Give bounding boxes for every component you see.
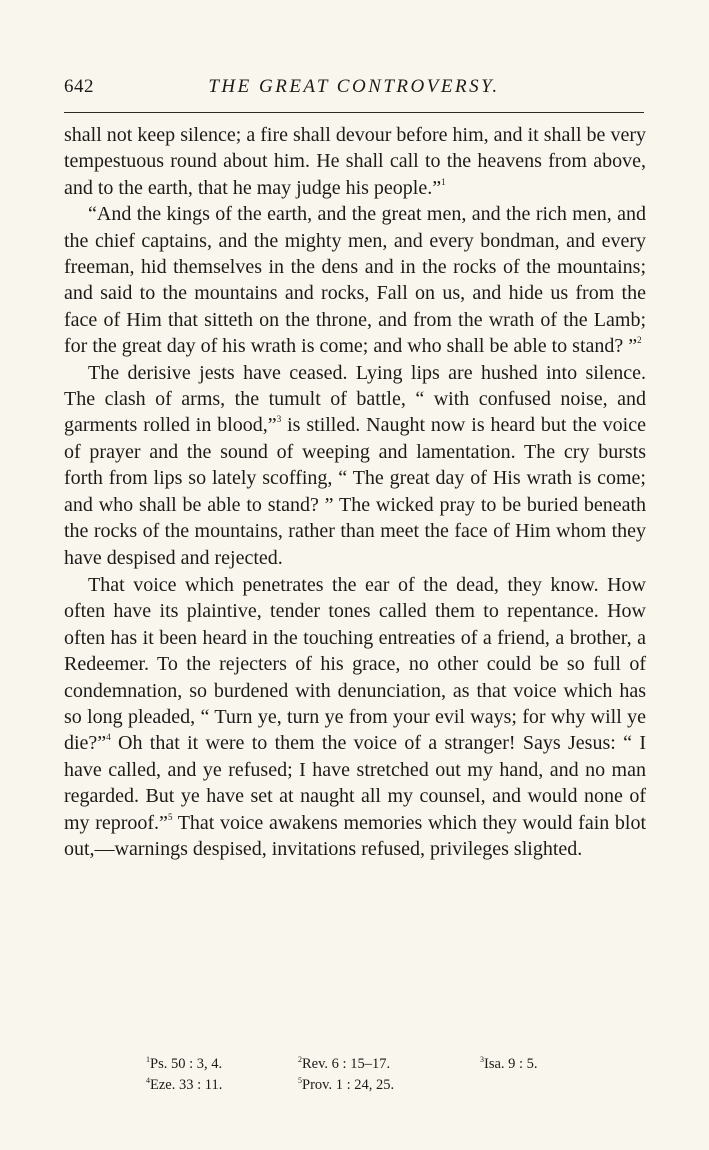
paragraph-text: The derisive jests have ceased. Lying lips are hushed into silence. The clash of arms, the tumult of battle, “ with confused noise, and garments rolled in blood,” xyxy=(64,361,646,437)
footnote-marker: 5 xyxy=(167,811,173,822)
paragraph-text: That voice awakens memories which they would fain blot out,—warnings despised, invitations refused, privileges slighted. xyxy=(64,811,647,860)
footnote-reference: Isa. 9 : 5. xyxy=(484,1056,538,1072)
paragraph-text: “And the kings of the earth, and the great men, and the rich men, and the chief captains, and the mighty men, and every bondman, and every freeman, hid themselves in the dens and in the rocks of the mountains; and said to the mountains and rocks, Fall on us, and hide us from the face of Him that sitteth on the throne, and from the wrath of the Lamb; for the great day of his wrath is come; and who shall be able to stand? ” xyxy=(64,203,646,358)
paragraph xyxy=(64,201,646,359)
footnote-marker: 2 xyxy=(637,335,642,346)
footnote-number: 3 xyxy=(480,1055,484,1064)
page-header xyxy=(64,76,644,102)
running-head: THE GREAT CONTROVERSY. xyxy=(208,76,500,97)
footnote-row xyxy=(146,1054,616,1075)
paragraph xyxy=(64,360,646,571)
header-rule xyxy=(64,112,644,113)
footnote-number: 4 xyxy=(146,1076,150,1085)
footnote-number: 5 xyxy=(298,1076,302,1085)
footnote-row xyxy=(146,1075,616,1096)
body-text xyxy=(64,122,646,862)
footnote xyxy=(298,1054,480,1075)
paragraph-text: Oh that it were to them the voice of a stranger! Says Jesus: “ I have called, and ye refused; I have stretched out my hand, and no man regarded. But ye have set at naught all my counsel, and would none of my reproof.” xyxy=(64,732,646,834)
paragraph-text: That voice which penetrates the ear of the dead, they know. How often have its plaintive, tender tones called them to repentance. How often has it been heard in the touching entreaties of a friend, a brother, a Redeemer. To the rejecters of his grace, no other could be so full of condemnation, so burdened with denunciation, as that voice which has so long pleaded, “ Turn ye, turn ye from your evil ways; for why will ye die?” xyxy=(64,573,646,755)
footnote-number: 1 xyxy=(146,1055,150,1064)
footnote-reference: Rev. 6 : 15–17. xyxy=(302,1056,391,1072)
footnote xyxy=(146,1054,298,1075)
paragraph xyxy=(64,572,646,862)
footnote xyxy=(298,1075,480,1096)
footnote-number: 2 xyxy=(298,1055,302,1064)
footnote xyxy=(480,1054,538,1075)
paragraph-text: shall not keep silence; a fire shall devour before him, and it shall be very tempestuous round about him. He shall call to the heavens from above, and to the earth, that he may judge his people.” xyxy=(64,124,646,199)
footnote xyxy=(146,1075,298,1096)
footnote-marker: 1 xyxy=(441,176,446,187)
paragraph-text: is stilled. Naught now is heard but the voice of prayer and the sound of weeping and lamentation. The cry bursts forth from lips so lately scoffing, “ The great day of His wrath is come; and who shall be able to stand? ” The wicked pray to be buried beneath the rocks of the mountains, rather than meet the face of Him whom they have despised and rejected. xyxy=(64,414,646,569)
page-number: 642 xyxy=(64,76,94,97)
footnote-reference: Ps. 50 : 3, 4. xyxy=(150,1056,223,1072)
footnote-marker: 4 xyxy=(106,732,111,743)
paragraph xyxy=(64,122,646,201)
footnote-marker: 3 xyxy=(276,414,282,425)
footnote-reference: Prov. 1 : 24, 25. xyxy=(302,1077,395,1093)
footnotes xyxy=(146,1054,616,1096)
footnote-reference: Eze. 33 : 11. xyxy=(150,1077,223,1093)
